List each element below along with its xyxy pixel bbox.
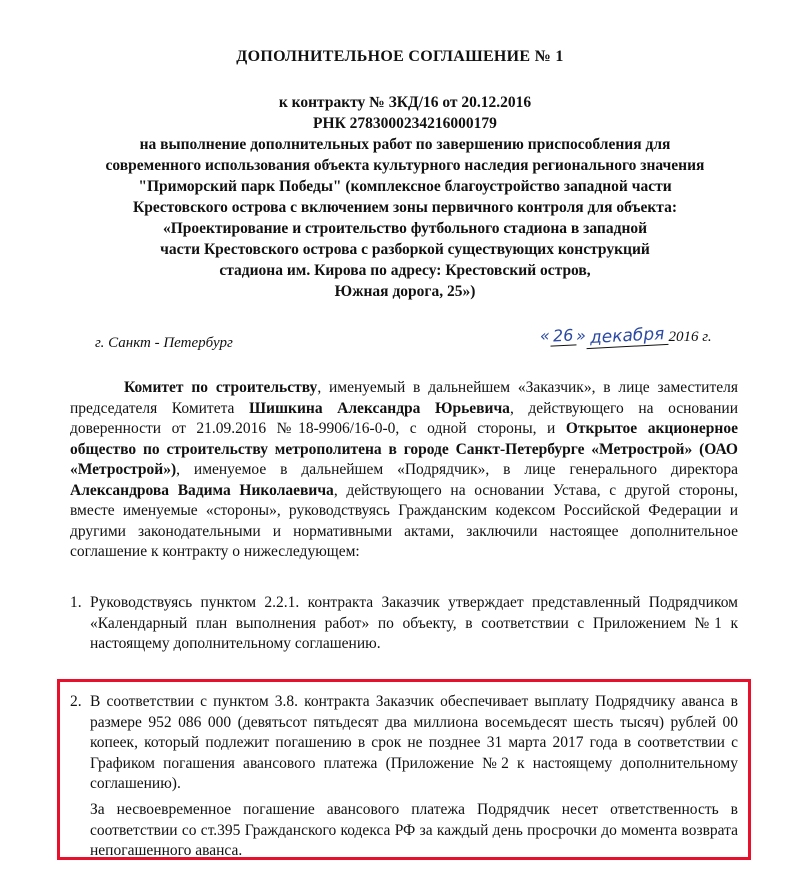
clause-number: 1.: [70, 594, 82, 611]
preamble-party-contractor: Открытое акционерное общество по строительству метрополитена в городе Санкт-Петербурге «Метрострой» (ОАО «Метрострой»): [70, 420, 738, 478]
header-line: стадиона им. Кирова по адресу: Крестовский остров,: [219, 262, 591, 279]
preamble-text: , именуемое в дальнейшем «Подрядчик», в лице генерального директора: [176, 461, 738, 478]
preamble-paragraph: [70, 378, 738, 563]
preamble-contractor-signatory: Александрова Вадима Николаевича: [70, 481, 334, 499]
document-title: ДОПОЛНИТЕЛЬНОЕ СОГЛАШЕНИЕ № 1: [236, 48, 564, 65]
date-open-quote: «: [539, 325, 551, 346]
header-line: на выполнение дополнительных работ по завершению приспособления для: [139, 136, 671, 153]
document-date: [540, 326, 712, 347]
date-close-quote: »: [575, 325, 587, 346]
preamble-text: , действующего на основании Устава, с другой стороны, вместе именуемые «стороны», руководствуясь Гражданским кодексом Российской Федерации и другими законодательными и нормативными актами, заключили настоящее дополнительное соглашение к контракту о нижеследующем:: [70, 481, 738, 560]
date-year: 2016 г.: [668, 329, 712, 345]
preamble-text: , действующего на основании доверенности от 21.09.2016 №18-9906/16-0-0, с одной стороны, и: [70, 399, 739, 437]
clause-text: Руководствуясь пунктом 2.2.1. контракта Заказчик утверждает представленный Подрядчиком «Календарный план выполнения работ» по объекту, в соответствии с Приложением №1 к настоящему дополнительному соглашению.: [90, 594, 738, 652]
header-line: «Проектирование и строительство футбольного стадиона в западной: [162, 220, 648, 237]
preamble-text: , именуемый в дальнейшем «Заказчик», в лице заместителя председателя Комитета: [70, 379, 738, 417]
clause-item: [70, 593, 738, 655]
date-day: 26: [549, 325, 576, 346]
city: г. Санкт - Петербург: [95, 335, 233, 351]
header-line: "Приморский парк Победы" (комплексное благоустройство западной части: [138, 178, 672, 195]
header-line: современного использования объекта культурного наследия регионального значения: [105, 157, 705, 174]
clause-item: [70, 692, 738, 795]
contract-header: [90, 92, 720, 302]
clause-text: В соответствии с пунктом 3.8. контракта Заказчик обеспечивает выплату Подрядчику аванса в размере 952 086 000 (девятьсот пятьдесят два миллиона восемьдесят шесть тысяч) рублей 00 копеек, который подлежит погашению в срок не позднее 31 марта 2017 года в соответствии с Графиком погашения авансового платежа (Приложение №2 к настоящему дополнительному соглашению).: [90, 693, 738, 792]
preamble-party-customer: Комитет по строительству: [124, 379, 318, 396]
preamble-customer-signatory: Шишкина Александра Юрьевича: [249, 399, 510, 417]
clause-number: 2.: [70, 693, 82, 710]
date-month: декабря: [586, 324, 669, 349]
header-line: РНК 2783000234216000179: [313, 115, 497, 132]
header-line: части Крестовского острова с разборкой существующих конструкций: [160, 241, 650, 258]
clause-note: За несвоевременное погашение авансового платежа Подрядчик несет ответственность в соответствии со ст.395 Гражданского кодекса РФ за каждый день просрочки до момента возврата непогашенного аванса.: [90, 801, 738, 859]
header-line: к контракту № ЗКД/16 от 20.12.2016: [278, 94, 532, 111]
header-line: Южная дорога, 25»): [334, 283, 476, 300]
header-line: Крестовского острова с включением зоны первичного контроля для объекта:: [132, 199, 678, 216]
